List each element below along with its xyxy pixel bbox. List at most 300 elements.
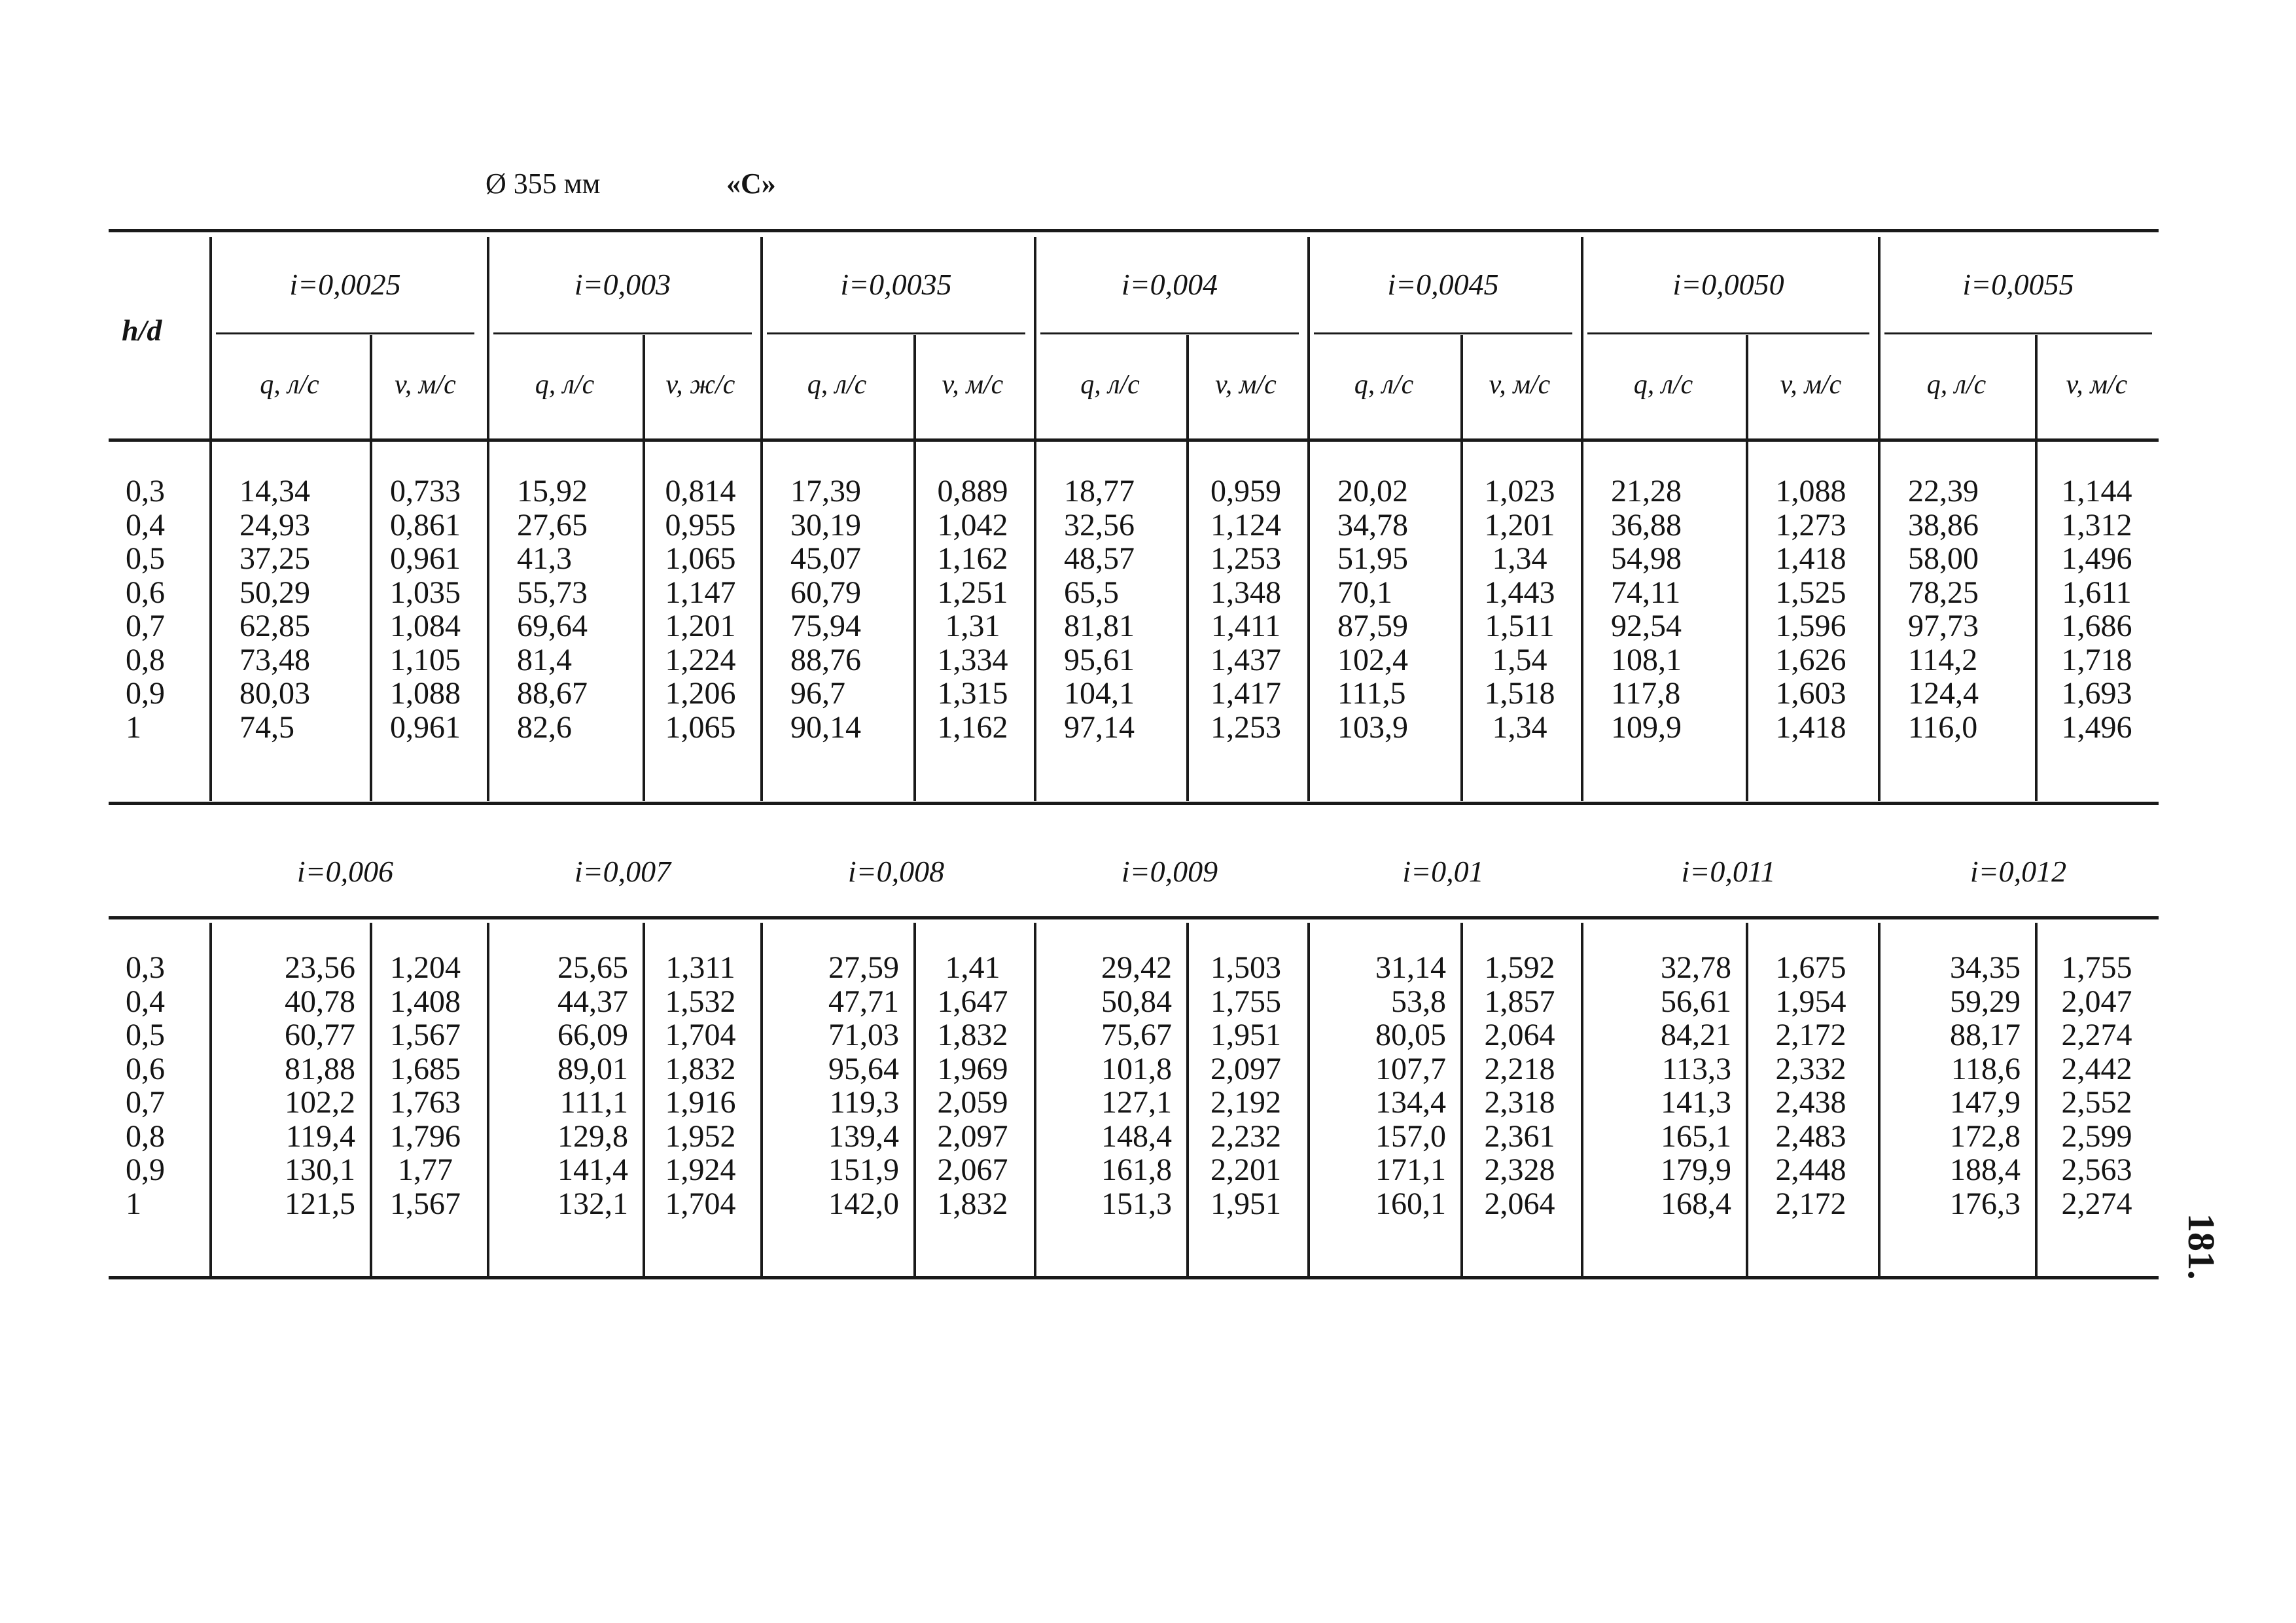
table-cell: 36,88 xyxy=(1611,507,1682,543)
table-cell: 2,328 xyxy=(1484,1152,1555,1187)
slope-group-label: i=0,01 xyxy=(1402,855,1484,888)
q-values-column xyxy=(493,951,628,1221)
table-cell: 0,961 xyxy=(390,541,461,576)
table-cell: 50,29 xyxy=(239,575,310,610)
table-cell: 1,916 xyxy=(665,1085,736,1120)
table-cell: 1,253 xyxy=(1210,709,1281,745)
table-cell: 1,685 xyxy=(390,1051,461,1086)
table-cell: 44,37 xyxy=(557,984,628,1019)
table-cell: 87,59 xyxy=(1337,609,1408,643)
table-cell: 1,437 xyxy=(1210,642,1281,677)
table-cell: 1,567 xyxy=(390,1018,461,1052)
table-cell: 81,88 xyxy=(285,1051,355,1086)
table-cell: 1,525 xyxy=(1775,575,1846,610)
table-cell: 1,144 xyxy=(2061,474,2132,508)
table-cell: 80,03 xyxy=(239,676,310,711)
table-cell: 1,065 xyxy=(665,541,736,576)
table-cell: 1,035 xyxy=(390,575,461,610)
v-values-column xyxy=(1460,951,1579,1221)
table-cell: 1,647 xyxy=(937,984,1008,1019)
table-cell: 1,832 xyxy=(937,1186,1008,1221)
table-cell: 2,059 xyxy=(937,1085,1008,1120)
q-values-column xyxy=(239,474,363,744)
table-cell: 1,718 xyxy=(2061,642,2132,677)
table-cell: 0,6 xyxy=(126,1051,165,1086)
slope-group-label: i=0,004 xyxy=(1121,268,1218,301)
v-values-column xyxy=(643,474,758,744)
table-cell: 58,00 xyxy=(1908,541,1979,576)
table-cell: 65,5 xyxy=(1064,575,1119,610)
table-cell: 1,496 xyxy=(2061,709,2132,745)
table-cell: 1,201 xyxy=(665,609,736,643)
table-cell: 2,361 xyxy=(1484,1118,1555,1154)
table-cell: 1,273 xyxy=(1775,507,1846,543)
table-cell: 132,1 xyxy=(557,1186,628,1221)
v-values-column xyxy=(370,951,481,1221)
table-cell: 74,5 xyxy=(239,709,294,745)
table-cell: 1,224 xyxy=(665,642,736,677)
table-cell: 20,02 xyxy=(1337,474,1408,508)
table-cell: 18,77 xyxy=(1064,474,1135,508)
table-cell: 38,86 xyxy=(1908,507,1979,543)
table-cell: 21,28 xyxy=(1611,474,1682,508)
table-cell: 176,3 xyxy=(1950,1186,2021,1221)
table-cell: 14,34 xyxy=(239,474,310,508)
unit-label-q: q, л/с xyxy=(807,370,867,400)
table-cell: 161,8 xyxy=(1101,1152,1172,1187)
q-values-column xyxy=(1040,951,1172,1221)
table-cell: 2,172 xyxy=(1775,1186,1846,1221)
table-cell: 1,924 xyxy=(665,1152,736,1187)
table-cell: 1,832 xyxy=(665,1051,736,1086)
table-cell: 2,067 xyxy=(937,1152,1008,1187)
table-cell: 1,31 xyxy=(945,609,1000,643)
table-cell: 1,496 xyxy=(2061,541,2132,576)
table-cell: 1,162 xyxy=(937,709,1008,745)
table-cell: 139,4 xyxy=(828,1118,899,1154)
slope-group-label: i=0,011 xyxy=(1681,855,1776,888)
table-cell: 2,448 xyxy=(1775,1152,1846,1187)
table-cell: 82,6 xyxy=(517,709,572,745)
table-cell: 1,693 xyxy=(2061,676,2132,711)
table-cell: 1,603 xyxy=(1775,676,1846,711)
unit-label-v: v, м/с xyxy=(1489,370,1551,400)
table-cell: 0,959 xyxy=(1210,474,1281,508)
table-cell: 2,192 xyxy=(1210,1085,1281,1120)
table-cell: 1,201 xyxy=(1484,507,1555,543)
table-cell: 2,483 xyxy=(1775,1118,1846,1154)
table-cell: 124,4 xyxy=(1908,676,1979,711)
table-cell: 2,442 xyxy=(2061,1051,2132,1086)
table-cell: 1,206 xyxy=(665,676,736,711)
table-cell: 30,19 xyxy=(790,507,861,543)
table-cell: 1,567 xyxy=(390,1186,461,1221)
table-cell: 103,9 xyxy=(1337,709,1408,745)
table-cell: 0,3 xyxy=(126,950,165,985)
table-cell: 17,39 xyxy=(790,474,861,508)
table-cell: 1,954 xyxy=(1775,984,1846,1019)
table-cell: 165,1 xyxy=(1661,1118,1731,1154)
slope-group-label: i=0,0035 xyxy=(840,268,952,301)
table-cell: 1,334 xyxy=(937,642,1008,677)
table-cell: 119,4 xyxy=(285,1118,355,1154)
table-cell: 151,9 xyxy=(828,1152,899,1187)
table-cell: 0,889 xyxy=(937,474,1008,508)
hd-values-column xyxy=(126,951,204,1221)
table-cell: 1,023 xyxy=(1484,474,1555,508)
table-cell: 62,85 xyxy=(239,609,310,643)
table-cell: 1,253 xyxy=(1210,541,1281,576)
table-cell: 101,8 xyxy=(1101,1051,1172,1086)
table-cell: 1,503 xyxy=(1210,950,1281,985)
table-cell: 60,77 xyxy=(285,1018,355,1052)
table-cell: 0,4 xyxy=(126,984,165,1019)
table-cell: 1,511 xyxy=(1485,609,1555,643)
q-values-column xyxy=(1908,474,2028,744)
table-cell: 2,274 xyxy=(2061,1186,2132,1221)
table-cell: 1,105 xyxy=(390,642,461,677)
table-cell: 88,67 xyxy=(517,676,588,711)
slope-group-label: i=0,009 xyxy=(1121,855,1218,888)
table-cell: 160,1 xyxy=(1375,1186,1446,1221)
table-cell: 114,2 xyxy=(1908,642,1978,677)
table-cell: 111,5 xyxy=(1337,676,1406,711)
table-cell: 107,7 xyxy=(1375,1051,1446,1086)
table-cell: 1,755 xyxy=(1210,984,1281,1019)
table-cell: 32,78 xyxy=(1661,950,1731,985)
q-values-column xyxy=(1611,474,1739,744)
table-cell: 0,814 xyxy=(665,474,736,508)
table-cell: 78,25 xyxy=(1908,575,1979,610)
table-cell: 0,7 xyxy=(126,1085,165,1120)
table-cell: 1,162 xyxy=(937,541,1008,576)
table-cell: 80,05 xyxy=(1375,1018,1446,1052)
table-cell: 53,8 xyxy=(1391,984,1446,1019)
unit-label-q: q, л/с xyxy=(260,370,319,400)
table-cell: 81,4 xyxy=(517,642,572,677)
table-cell: 1,418 xyxy=(1775,709,1846,745)
table-cell: 75,94 xyxy=(790,609,861,643)
table-cell: 81,81 xyxy=(1064,609,1135,643)
table-cell: 1,611 xyxy=(2062,575,2132,610)
table-cell: 55,73 xyxy=(517,575,588,610)
table-cell: 32,56 xyxy=(1064,507,1135,543)
table-cell: 2,097 xyxy=(1210,1051,1281,1086)
table-cell: 113,3 xyxy=(1661,1051,1731,1086)
v-values-column xyxy=(913,951,1032,1221)
table-cell: 127,1 xyxy=(1101,1085,1172,1120)
table-cell: 1,77 xyxy=(398,1152,453,1187)
table-cell: 0,8 xyxy=(126,1118,165,1154)
v-values-column xyxy=(1746,474,1876,744)
q-values-column xyxy=(1064,474,1180,744)
table-cell: 54,98 xyxy=(1611,541,1682,576)
table-cell: 0,7 xyxy=(126,609,165,643)
table-cell: 111,1 xyxy=(559,1085,628,1120)
table-cell: 47,71 xyxy=(828,984,899,1019)
table-cell: 179,9 xyxy=(1661,1152,1731,1187)
table-cell: 1,951 xyxy=(1210,1018,1281,1052)
slope-group-label: i=0,007 xyxy=(574,855,671,888)
table-cell: 1,042 xyxy=(937,507,1008,543)
hd-values-column xyxy=(126,474,204,744)
v-values-column xyxy=(1186,474,1305,744)
table-cell: 129,8 xyxy=(557,1118,628,1154)
slope-group-label: i=0,008 xyxy=(847,855,945,888)
table-cell: 88,17 xyxy=(1950,1018,2021,1052)
table-cell: 2,201 xyxy=(1210,1152,1281,1187)
table-cell: 92,54 xyxy=(1611,609,1682,643)
table-cell: 95,64 xyxy=(828,1051,899,1086)
table-cell: 0,5 xyxy=(126,541,165,576)
table-cell: 2,563 xyxy=(2061,1152,2132,1187)
hd-column-header: h/d xyxy=(122,313,162,347)
table-cell: 1,311 xyxy=(665,950,735,985)
table-cell: 1,755 xyxy=(2061,950,2132,985)
unit-label-v: v, м/с xyxy=(1215,370,1277,400)
table-cell: 1,857 xyxy=(1484,984,1555,1019)
table-cell: 116,0 xyxy=(1908,709,1978,745)
table-cell: 1 xyxy=(126,1186,141,1221)
q-values-column xyxy=(1884,951,2021,1221)
table-cell: 22,39 xyxy=(1908,474,1979,508)
table-cell: 29,42 xyxy=(1101,950,1172,985)
page-number: 181. xyxy=(2180,1213,2223,1280)
table-cell: 134,4 xyxy=(1375,1085,1446,1120)
table-cell: 1,796 xyxy=(390,1118,461,1154)
table-cell: 89,01 xyxy=(557,1051,628,1086)
table-cell: 1,408 xyxy=(390,984,461,1019)
table-cell: 0,8 xyxy=(126,642,165,677)
v-values-column xyxy=(370,474,481,744)
table-cell: 1,54 xyxy=(1492,642,1547,677)
table-cell: 1,443 xyxy=(1484,575,1555,610)
table-cell: 148,4 xyxy=(1101,1118,1172,1154)
slope-group-label: i=0,0045 xyxy=(1387,268,1499,301)
table-cell: 1,315 xyxy=(937,676,1008,711)
table-cell: 0,3 xyxy=(126,474,165,508)
slope-group-label: i=0,0055 xyxy=(1962,268,2074,301)
table-cell: 1,417 xyxy=(1210,676,1281,711)
table-cell: 1,832 xyxy=(937,1018,1008,1052)
slope-group-label: i=0,003 xyxy=(574,268,671,301)
table-cell: 31,14 xyxy=(1375,950,1446,985)
table-cell: 1,348 xyxy=(1210,575,1281,610)
unit-label-v: v, м/с xyxy=(1780,370,1842,400)
v-values-column xyxy=(1460,474,1579,744)
table-cell: 0,4 xyxy=(126,507,165,543)
table-cell: 119,3 xyxy=(829,1085,899,1120)
table-cell: 2,332 xyxy=(1775,1051,1846,1086)
table-cell: 1,675 xyxy=(1775,950,1846,985)
table-cell: 1,124 xyxy=(1210,507,1281,543)
table-cell: 2,599 xyxy=(2061,1118,2132,1154)
table-cell: 2,438 xyxy=(1775,1085,1846,1120)
table-cell: 0,9 xyxy=(126,676,165,711)
table-cell: 1,411 xyxy=(1210,609,1281,643)
slope-group-label: i=0,012 xyxy=(1969,855,2067,888)
q-values-column xyxy=(1587,951,1731,1221)
table-cell: 171,1 xyxy=(1375,1152,1446,1187)
table-cell: 56,61 xyxy=(1661,984,1731,1019)
table-cell: 108,1 xyxy=(1611,642,1682,677)
table-cell: 88,76 xyxy=(790,642,861,677)
table-cell: 1,084 xyxy=(390,609,461,643)
table-cell: 41,3 xyxy=(517,541,572,576)
table-cell: 1,704 xyxy=(665,1186,736,1221)
table-cell: 25,65 xyxy=(557,950,628,985)
table-cell: 2,274 xyxy=(2061,1018,2132,1052)
table-cell: 2,047 xyxy=(2061,984,2132,1019)
table-cell: 2,318 xyxy=(1484,1085,1555,1120)
unit-label-q: q, л/с xyxy=(535,370,595,400)
table-cell: 27,65 xyxy=(517,507,588,543)
table-cell: 1,951 xyxy=(1210,1186,1281,1221)
unit-label-v: v, м/с xyxy=(395,370,456,400)
table-cell: 1,34 xyxy=(1492,541,1547,576)
table-cell: 2,064 xyxy=(1484,1186,1555,1221)
table-cell: 188,4 xyxy=(1950,1152,2021,1187)
unit-label-q: q, л/с xyxy=(1926,370,1987,400)
v-values-column xyxy=(643,951,758,1221)
table-cell: 97,14 xyxy=(1064,709,1135,745)
table-cell: 130,1 xyxy=(285,1152,355,1187)
table-cell: 147,9 xyxy=(1950,1085,2021,1120)
table-cell: 102,2 xyxy=(285,1085,355,1120)
table-cell: 0,6 xyxy=(126,575,165,610)
table-cell: 109,9 xyxy=(1611,709,1682,745)
table-cell: 1,686 xyxy=(2061,609,2132,643)
q-values-column xyxy=(1337,474,1454,744)
table-cell: 2,232 xyxy=(1210,1118,1281,1154)
table-cell: 1,969 xyxy=(937,1051,1008,1086)
table-cell: 1,204 xyxy=(390,950,461,985)
unit-label-v: v, м/с xyxy=(942,370,1004,400)
table-cell: 117,8 xyxy=(1611,676,1681,711)
q-values-column xyxy=(517,474,636,744)
table-cell: 2,097 xyxy=(937,1118,1008,1154)
table-cell: 1,34 xyxy=(1492,709,1547,745)
table-cell: 24,93 xyxy=(239,507,310,543)
unit-label-v: v, ж/с xyxy=(665,370,735,400)
table-cell: 0,961 xyxy=(390,709,461,745)
table-cell: 1,704 xyxy=(665,1018,736,1052)
table-cell: 1,763 xyxy=(390,1085,461,1120)
q-values-column xyxy=(790,474,907,744)
table-cell: 34,35 xyxy=(1950,950,2021,985)
table-cell: 74,11 xyxy=(1611,575,1681,610)
table-cell: 172,8 xyxy=(1950,1118,2021,1154)
table-cell: 2,218 xyxy=(1484,1051,1555,1086)
table-cell: 1,592 xyxy=(1484,950,1555,985)
table-cell: 151,3 xyxy=(1101,1186,1172,1221)
table-cell: 90,14 xyxy=(790,709,861,745)
pipe-series-label: «С» xyxy=(726,168,776,200)
q-values-column xyxy=(767,951,899,1221)
table-cell: 75,67 xyxy=(1101,1018,1172,1052)
table-cell: 1,532 xyxy=(665,984,736,1019)
table-cell: 141,4 xyxy=(557,1152,628,1187)
table-cell: 69,64 xyxy=(517,609,588,643)
table-cell: 95,61 xyxy=(1064,642,1135,677)
table-cell: 0,861 xyxy=(390,507,461,543)
v-values-column xyxy=(913,474,1032,744)
table-cell: 23,56 xyxy=(285,950,355,985)
table-title xyxy=(0,167,2296,206)
table-cell: 73,48 xyxy=(239,642,310,677)
table-cell: 168,4 xyxy=(1661,1186,1731,1221)
hydraulic-table-2 xyxy=(109,802,2159,1286)
table-cell: 141,3 xyxy=(1661,1085,1731,1120)
pipe-diameter-label: Ø 355 мм xyxy=(486,168,601,200)
v-values-column xyxy=(2035,474,2159,744)
table-cell: 104,1 xyxy=(1064,676,1135,711)
table-cell: 1 xyxy=(126,709,141,745)
table-cell: 142,0 xyxy=(828,1186,899,1221)
table-cell: 48,57 xyxy=(1064,541,1135,576)
slope-group-label: i=0,0050 xyxy=(1672,268,1784,301)
table-cell: 1,088 xyxy=(1775,474,1846,508)
table-cell: 1,312 xyxy=(2061,507,2132,543)
table-cell: 40,78 xyxy=(285,984,355,1019)
table-cell: 45,07 xyxy=(790,541,861,576)
table-cell: 60,79 xyxy=(790,575,861,610)
table-cell: 37,25 xyxy=(239,541,310,576)
table-cell: 27,59 xyxy=(828,950,899,985)
table-cell: 1,088 xyxy=(390,676,461,711)
table-cell: 70,1 xyxy=(1337,575,1392,610)
v-values-column xyxy=(1186,951,1305,1221)
slope-group-label: i=0,0025 xyxy=(289,268,401,301)
table-cell: 1,41 xyxy=(945,950,1000,985)
v-values-column xyxy=(1746,951,1876,1221)
table-cell: 71,03 xyxy=(828,1018,899,1052)
table-cell: 2,064 xyxy=(1484,1018,1555,1052)
table-cell: 84,21 xyxy=(1661,1018,1731,1052)
table-cell: 1,147 xyxy=(665,575,736,610)
table-cell: 1,251 xyxy=(937,575,1008,610)
table-cell: 102,4 xyxy=(1337,642,1408,677)
unit-label-q: q, л/с xyxy=(1633,370,1693,400)
table-cell: 66,09 xyxy=(557,1018,628,1052)
table-cell: 1,518 xyxy=(1484,676,1555,711)
hydraulic-table-1 xyxy=(109,229,2159,805)
unit-label-v: v, м/с xyxy=(2066,370,2128,400)
q-values-column xyxy=(1314,951,1446,1221)
table-cell: 34,78 xyxy=(1337,507,1408,543)
q-values-column xyxy=(216,951,355,1221)
table-cell: 1,626 xyxy=(1775,642,1846,677)
table-cell: 97,73 xyxy=(1908,609,1979,643)
table-cell: 2,552 xyxy=(2061,1085,2132,1120)
table-cell: 0,955 xyxy=(665,507,736,543)
slope-group-label: i=0,006 xyxy=(296,855,394,888)
table-cell: 1,596 xyxy=(1775,609,1846,643)
table-cell: 157,0 xyxy=(1375,1118,1446,1154)
table-cell: 50,84 xyxy=(1101,984,1172,1019)
table-cell: 1,418 xyxy=(1775,541,1846,576)
v-values-column xyxy=(2035,951,2159,1221)
table-cell: 121,5 xyxy=(285,1186,355,1221)
table-cell: 1,952 xyxy=(665,1118,736,1154)
unit-label-q: q, л/с xyxy=(1354,370,1414,400)
table-cell: 0,5 xyxy=(126,1018,165,1052)
table-cell: 1,065 xyxy=(665,709,736,745)
table-cell: 96,7 xyxy=(790,676,845,711)
table-cell: 0,9 xyxy=(126,1152,165,1187)
table-cell: 51,95 xyxy=(1337,541,1408,576)
table-cell: 0,733 xyxy=(390,474,461,508)
